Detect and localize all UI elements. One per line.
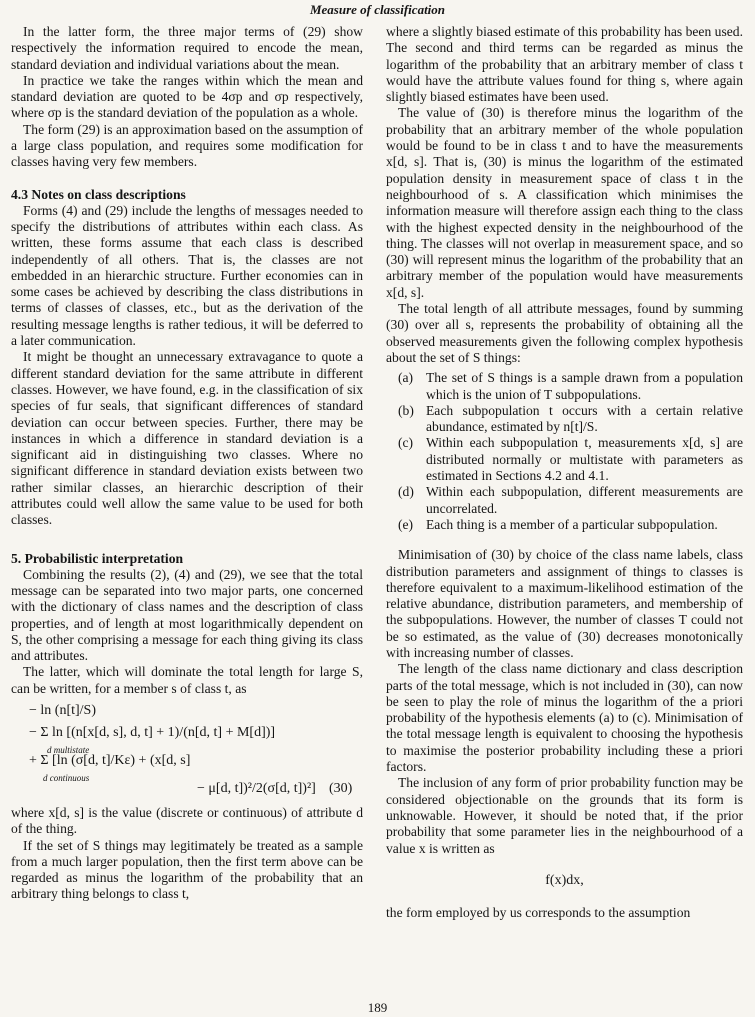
list-item: (a) The set of S things is a sample drawn from a population which is the union of T subpopulations.	[398, 370, 743, 402]
list-item: (c) Within each subpopulation t, measurements x[d, s] are distributed normally or multistate with parameters as estimated in Sections 4.2 and 4.1.	[398, 435, 743, 484]
equation-subscript: d multistate	[47, 744, 90, 755]
paragraph: Combining the results (2), (4) and (29), we see that the total message can be separated into two major parts, one concerned with the dictionary of class names and the description of class properties, and of length at most logarithmically dependent on S, the other comprising a message for each thing giving its class and attributes.	[11, 566, 363, 664]
running-head: Measure of classification	[309, 2, 446, 17]
list-item: (d) Within each subpopulation, different measurements are uncorrelated.	[398, 484, 743, 516]
equation-line: − μ[d, t])²/2(σ[d, t])²]	[197, 780, 316, 796]
list-item: (e) Each thing is a member of a particular subpopulation.	[398, 516, 718, 532]
section-heading-5: 5. Probabilistic interpretation	[11, 550, 184, 566]
paragraph: The total length of all attribute messages, found by summing (30) over all s, represents the probability of obtaining all the observed measurements given the following complex hypothesis about the set of S things:	[386, 301, 743, 365]
paragraph: Forms (4) and (29) include the lengths of messages needed to specify the distributions of attributes within each class. As written, these forms assume that each class is described independently of all others. That is, the classes are not embedded in an hierarchic structure. Further economies can in some cases be achieved by describing the class distributions in terms of classes of classes, etc., but as the derivation of the resulting message lengths is rather tedious, it will be deferred to a later communication.	[11, 202, 363, 349]
left-column	[11, 24, 363, 903]
paragraph: In the latter form, the three major terms of (29) show respectively the information required to encode the mean, standard deviation and individual variations about the mean.	[11, 24, 363, 72]
equation-30	[11, 701, 363, 801]
equation-line: − ln (n[t]/S)	[29, 702, 96, 718]
paragraph: where x[d, s] is the value (discrete or continuous) of attribute d of the thing.	[11, 804, 363, 837]
paragraph: The value of (30) is therefore minus the logarithm of the probability that an arbitrary member of the whole population would be found to be in class t and to have the measurements x[d, s]. That is, (30) is minus the logarithm of the estimated population density in measurement space of class t in the neighbourhood of s. A classification which minimises the information measure will therefore assign each thing to the class with the highest expected density in the neighbourhood of the thing. The classes will not overlap in measurement space, and so (30) will represent minus the logarithm of the probability that an arbitrary member of the population would have measurements x[d, s].	[386, 105, 743, 300]
page-number: 189	[367, 1000, 388, 1015]
paragraph: Minimisation of (30) by choice of the class name labels, class distribution parameters and assignment of things to classes is therefore equivalent to a maximum-likelihood estimation of the relative abundance, distribution parameters, and membership of the subpopulations. However, the number of classes T could not be so estimated, as the value of (30) decreases monotonically with increasing number of classes.	[386, 547, 743, 660]
hypothesis-list	[386, 370, 743, 533]
paragraph: The inclusion of any form of prior probability function may be considered objectionable on the grounds that its form is unknowable. However, it should be noted that, if the prior probability that some parameter lies in the neighbourhood of a value x is written as	[386, 775, 743, 856]
equation-line: + Σ [ln (σ[d, t]/Kε) + (x[d, s]	[29, 752, 191, 768]
paragraph: The length of the class name dictionary and class description parts of the total message, which is not included in (30), can now be seen to play the role of minus the logarithm of the a priori probability of the hypothesis elements (a) to (c). Minimisation of the total message length is equivalent to choosing the hypothesis to maximise the posterior probability including these a priori factors.	[386, 661, 743, 775]
section-heading-4-3: 4.3 Notes on class descriptions	[11, 186, 186, 202]
equation-line: − Σ ln [(n[x[d, s], d, t] + 1)/(n[d, t] + M[d])]	[29, 724, 276, 740]
paragraph: The form (29) is an approximation based on the assumption of a large class population, and requires some modification for classes having very few members.	[11, 121, 363, 170]
paragraph: where a slightly biased estimate of this probability has been used. The second and third terms can be regarded as minus the logarithm of the probability that an arbitrary member of class t would have the attribute values found for thing s, where again slightly biased estimates have been used.	[386, 24, 743, 105]
paragraph: It might be thought an unnecessary extravagance to quote a different standard deviation for the same attribute in different classes. However, we have found, e.g. in the classification of six species of fur seals, that significant differences of standard deviation can occur between species. Further, there may be instances in which a difference in standard deviation is a significant aid in distinguishing two classes. Where no significant difference in standard deviation exists between two rather similar classes, an hierarchic description of their attributes could well allow the same value to be used for both classes.	[11, 349, 363, 528]
right-column	[386, 24, 743, 921]
paragraph: In practice we take the ranges within which the mean and standard deviation are quoted to be 4σp and σp respectively, where σp is the standard deviation of the population as a whole.	[11, 72, 363, 121]
paragraph: The latter, which will dominate the total length for large S, can be written, for a member s of class t, as	[11, 664, 363, 696]
equation-number: (30)	[329, 780, 353, 796]
list-item: (b) Each subpopulation t occurs with a certain relative abundance, estimated by n[t]/S.	[398, 402, 743, 435]
paragraph: the form employed by us corresponds to the assumption	[386, 905, 691, 921]
equation-subscript: d continuous	[43, 772, 90, 783]
prior-formula: f(x)dx,	[545, 872, 584, 888]
paragraph: If the set of S things may legitimately be treated as a sample from a much larger population, then the first term above can be regarded as minus the logarithm of the probability that an arbitrary thing belongs to class t,	[11, 837, 363, 902]
